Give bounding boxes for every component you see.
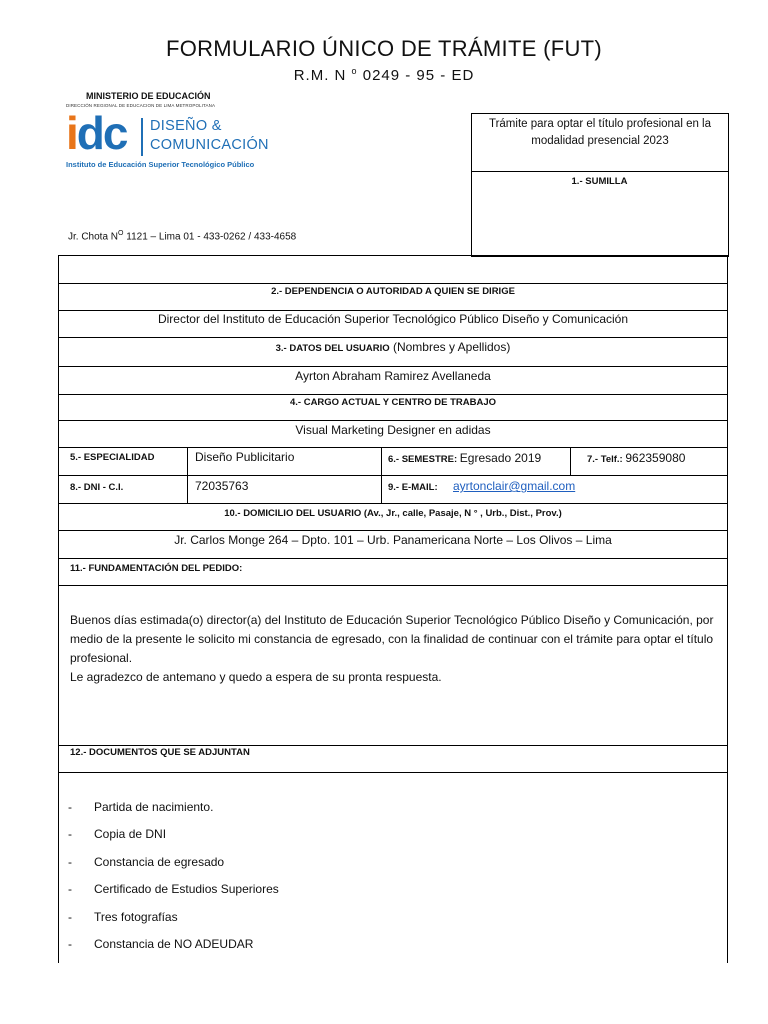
email-link[interactable]: ayrtonclair@gmail.com (453, 479, 576, 493)
usuario-label: 3.- DATOS DEL USUARIO (Nombres y Apellidos) (275, 340, 511, 354)
logo-name: DISEÑO & COMUNICACIÓN (150, 118, 269, 153)
row-line (58, 255, 728, 256)
fundamentacion-label: 11.- FUNDAMENTACIÓN DEL PEDIDO: (70, 563, 243, 574)
list-item: - Partida de nacimiento. (68, 800, 214, 814)
row-line (58, 475, 728, 476)
region-label: DIRECCIÓN REGIONAL DE EDUCACION DE LIMA METROPOLITANA (66, 103, 216, 108)
logo-divider (141, 118, 143, 156)
domicilio-value: Jr. Carlos Monge 264 – Dpto. 101 – Urb. Panamericana Norte – Los Olivos – Lima (174, 533, 612, 547)
row-line (58, 558, 728, 559)
list-item: - Certificado de Estudios Superiores (68, 882, 279, 896)
fundamentacion-body: Buenos días estimada(o) director(a) del Instituto de Educación Superior Tecnológico Público Diseño y Comunicación, por medio de la presente le solicito mi constancia de egresado, con la finalidad de continuar con el trámite para optar el título profesional. Le agradezco de antemano y quedo a espera de su pronta respuesta. (70, 613, 714, 684)
form-title: FORMULARIO ÚNICO DE TRÁMITE (FUT) (165, 36, 603, 61)
column-divider (187, 447, 188, 503)
row-line (58, 337, 728, 338)
row-line (58, 530, 728, 531)
idc-logo: idc (66, 107, 127, 159)
row-line (58, 283, 728, 284)
especialidad-value: Diseño Publicitario (195, 450, 295, 464)
dni-value: 72035763 (195, 479, 249, 493)
row-line (58, 394, 728, 395)
row-line (58, 447, 728, 448)
documentos-label: 12.- DOCUMENTOS QUE SE ADJUNTAN (70, 747, 250, 758)
dependencia-label: 2.- DEPENDENCIA O AUTORIDAD A QUIEN SE DIRIGE (271, 286, 515, 297)
row-line (58, 366, 728, 367)
cargo-value: Visual Marketing Designer en adidas (295, 423, 491, 437)
email-label: 9.- E-MAIL: (388, 482, 438, 493)
list-item: - Tres fotografías (68, 910, 178, 924)
form-right-border (727, 255, 728, 963)
form-left-border (58, 255, 59, 963)
row-line (58, 585, 728, 586)
sumilla-label: 1.- SUMILLA (571, 176, 628, 187)
domicilio-label: 10.- DOMICILIO DEL USUARIO (Av., Jr., calle, Pasaje, N ° , Urb., Dist., Prov.) (224, 508, 562, 519)
sumilla-text: Trámite para optar el título profesional en la modalidad presencial 2023 (488, 118, 712, 147)
row-line (58, 420, 728, 421)
list-item: - Copia de DNI (68, 827, 167, 841)
ministry-label: MINISTERIO DE EDUCACIÓN (86, 91, 211, 101)
institute-address: Jr. Chota $N^O$ 1121 – Lima 01 - 433-0262 / 433-4658 (68, 230, 297, 243)
dni-label: 8.- DNI - C.I. (70, 482, 124, 493)
especialidad-label: 5.- ESPECIALIDAD (70, 452, 155, 463)
resolution-number: R.M. N $^o$ 0249 - 95 - ED (293, 66, 475, 84)
cargo-label: 4.- CARGO ACTUAL Y CENTRO DE TRABAJO (289, 397, 497, 408)
column-divider (570, 447, 571, 475)
row-line (58, 503, 728, 504)
row-line (58, 310, 728, 311)
dependencia-value: Director del Instituto de Educación Superior Tecnológico Público Diseño y Comunicación (157, 312, 629, 326)
semestre-field: 6.- SEMESTRE: Egresado 2019 (388, 451, 542, 465)
usuario-value: Ayrton Abraham Ramirez Avellaneda (295, 369, 491, 383)
telf-field: 7.- Telf.: 962359080 (587, 451, 686, 465)
column-divider (381, 447, 382, 503)
institute-name: Instituto de Educación Superior Tecnológico Público (66, 160, 255, 169)
sumilla-divider (471, 171, 728, 172)
row-line (58, 772, 728, 773)
list-item: - Constancia de NO ADEUDAR (68, 937, 254, 951)
list-item: - Constancia de egresado (68, 855, 225, 869)
